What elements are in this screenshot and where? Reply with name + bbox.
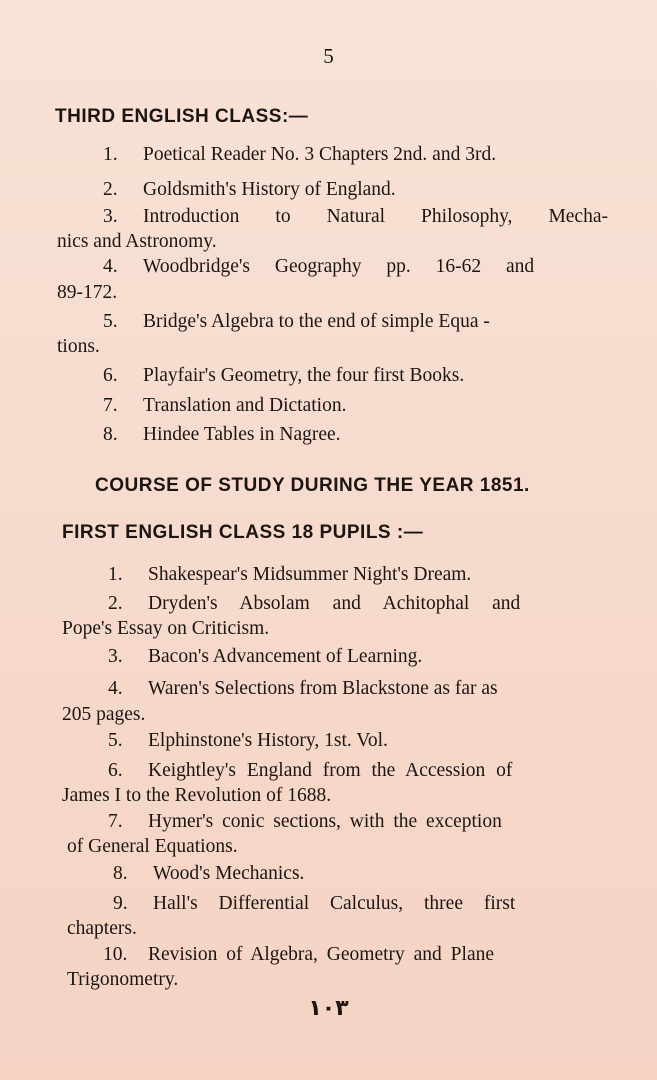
list-item: 1. Shakespear's Midsummer Night's Dream. [108, 564, 472, 585]
list-item-continuation: Trigonometry. [67, 969, 179, 990]
list-item: 6. Playfair's Geometry, the four first Books. [103, 365, 465, 386]
list-item: 10. Revision of Algebra, Geometry and Plane [103, 944, 495, 965]
list-item: 3. Introduction to Natural Philosophy, Mecha- [103, 206, 608, 227]
list-item: 7. Translation and Dictation. [103, 395, 347, 416]
list-item: 1. Poetical Reader No. 3 Chapters 2nd. and 3rd. [103, 144, 497, 165]
list-item-continuation: Pope's Essay on Criticism. [62, 618, 270, 639]
list-item: 4. Waren's Selections from Blackstone as far as [108, 678, 498, 699]
list-item-continuation: nics and Astronomy. [57, 231, 217, 252]
list-item-continuation: tions. [57, 336, 100, 357]
folio-mark: ۱۰۳ [308, 996, 349, 1021]
list-item: 5. Elphinstone's History, 1st. Vol. [108, 730, 388, 751]
list-item-continuation: 89-172. [57, 282, 118, 303]
list-item: 4. Woodbridge's Geography pp. 16-62 and [103, 256, 535, 277]
list-item: 2. Goldsmith's History of England. [103, 179, 396, 200]
course-heading: COURSE OF STUDY DURING THE YEAR 1851. [95, 475, 530, 496]
list-item-continuation: chapters. [67, 918, 137, 939]
list-item-continuation: of General Equations. [67, 836, 238, 857]
list-item-continuation: James I to the Revolution of 1688. [62, 785, 332, 806]
page-number: 5 [323, 44, 334, 68]
list-item: 6. Keightley's England from the Accession of [108, 760, 513, 781]
list-item-continuation: 205 pages. [62, 704, 146, 725]
list-item: 5. Bridge's Algebra to the end of simple Equa - [103, 311, 490, 332]
list-item: 7. Hymer's conic sections, with the exception [108, 811, 502, 832]
list-item: 8. Hindee Tables in Nagree. [103, 424, 341, 445]
first-class-heading: FIRST ENGLISH CLASS 18 PUPILS :— [62, 522, 424, 543]
list-item: 2. Dryden's Absolam and Achitophal and [108, 593, 521, 614]
list-item: 3. Bacon's Advancement of Learning. [108, 646, 423, 667]
third-class-heading: THIRD ENGLISH CLASS:— [55, 106, 309, 127]
list-item: 8. Wood's Mechanics. [113, 863, 305, 884]
list-item: 9. Hall's Differential Calculus, three first [113, 893, 516, 914]
